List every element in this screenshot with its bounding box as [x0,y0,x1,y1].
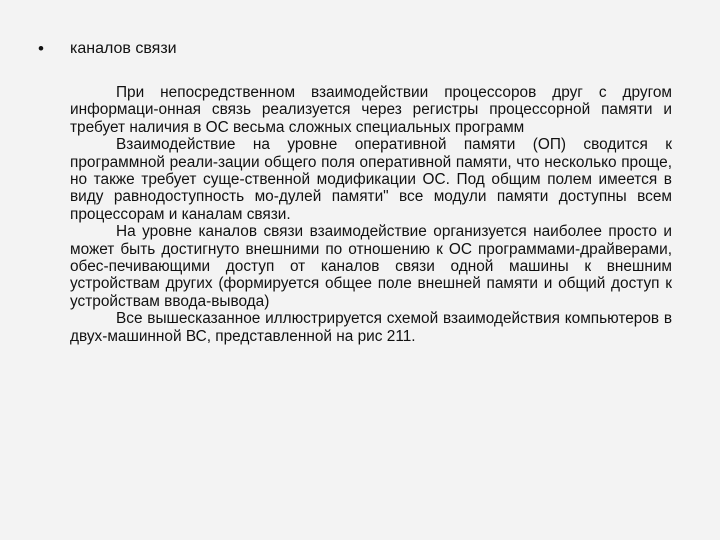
bullet-item [38,38,678,62]
paragraph-shared-memory: Взаимодействие на уровне оперативной памяти (ОП) сводится к программной реали-зации общего поля оперативной памяти, что несколько проще, но также требует суще-ственной модификации ОС. Под общим полем имеется в виду равнодоступность мо-дулей памяти" все модули памяти доступны всем процессорам и каналам связи. [70,136,672,223]
paragraph-diagram-reference: Все вышесказанное иллюстрируется схемой взаимодействия компьютеров в двух-машинной ВС, представленной на рис 211. [70,310,672,345]
bullet-icon: • [38,39,44,58]
paragraph-processor-registers: При непосредственном взаимодействии процессоров друг с другом информаци-онная связь реализуется через регистры процессорной памяти и требует наличия в ОС весьма сложных специальных программ [70,84,672,136]
paragraph-channel-interaction: На уровне каналов связи взаимодействие организуется наиболее просто и может быть достигнуто внешними по отношению к ОС программами-драйверами, обес-печивающими доступ от каналов связи одной машины к внешним устройствам других (формируется общее поле внешней памяти и общий доступ к устройствам ввода-вывода) [70,223,672,310]
bullet-heading: каналов связи [70,40,177,57]
body-text [70,84,672,345]
